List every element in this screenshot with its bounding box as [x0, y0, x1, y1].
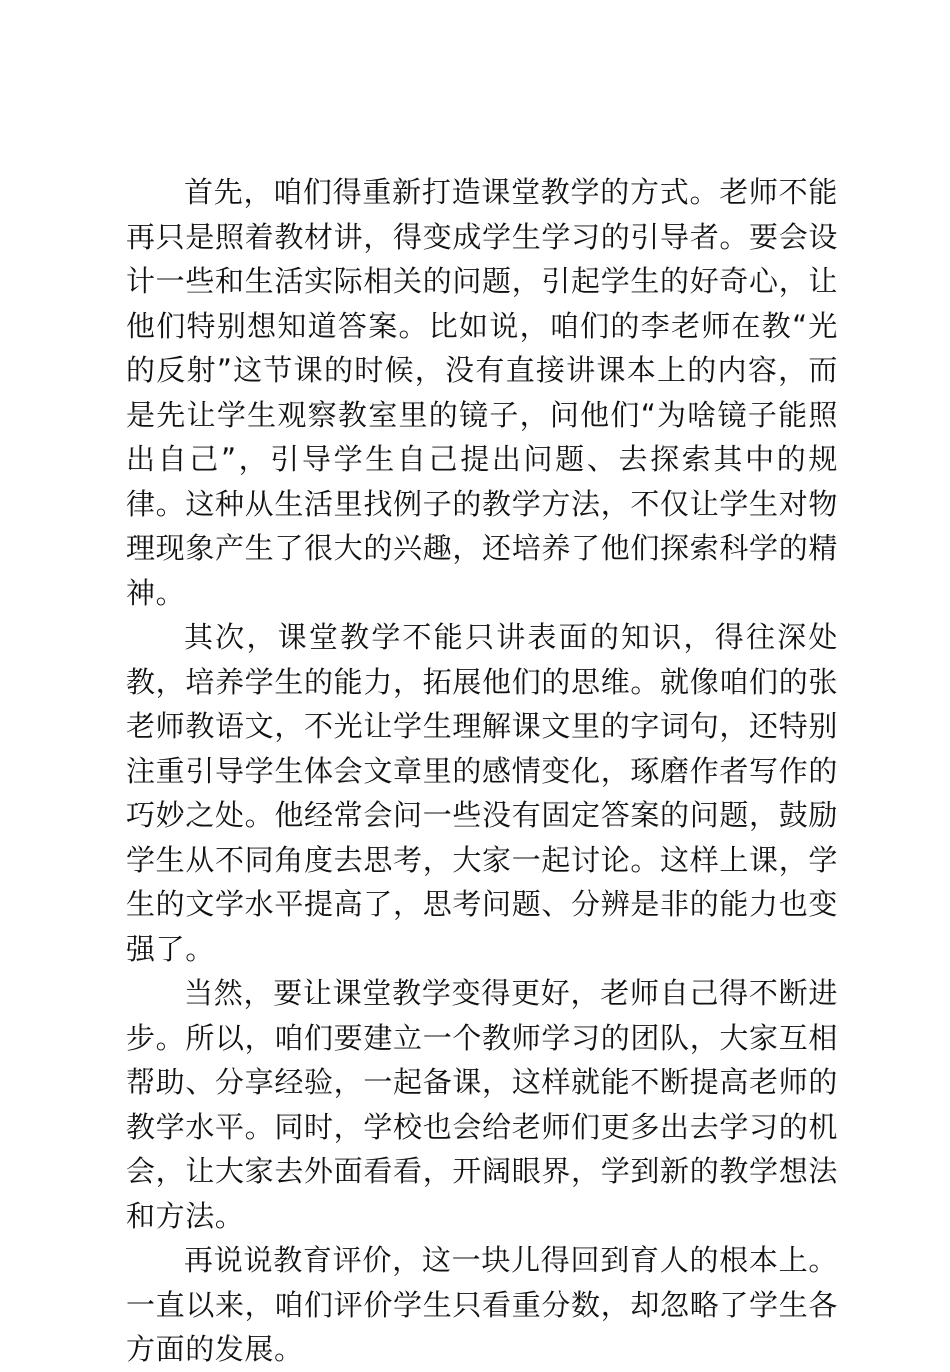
- document-body: [126, 170, 838, 1372]
- paragraph-deep-teaching: 其次，课堂教学不能只讲表面的知识，得往深处教，培养学生的能力，拓展他们的思维。就像咱们的张老师教语文，不光让学生理解课文里的字词句，还特别注重引导学生体会文章里的感情变化，琢磨作者写作的巧妙之处。他经常会问一些没有固定答案的问题，鼓励学生从不同角度去思考，大家一起讨论。这样上课，学生的文学水平提高了，思考问题、分辨是非的能力也变强了。: [126, 620, 838, 966]
- paragraph-teacher-development: 当然，要让课堂教学变得更好，老师自己得不断进步。所以，咱们要建立一个教师学习的团队，大家互相帮助、分享经验，一起备课，这样就能不断提高老师的教学水平。同时，学校也会给老师们更多出去学习的机会，让大家去外面看看，开阔眼界，学到新的教学想法和方法。: [126, 976, 838, 1233]
- paragraph-education-evaluation: 再说说教育评价，这一块儿得回到育人的根本上。一直以来，咱们评价学生只看重分数，却忽略了学生各方面的发展。: [126, 1243, 838, 1366]
- paragraph-classroom-teaching-methods: 首先，咱们得重新打造课堂教学的方式。老师不能再只是照着教材讲，得变成学生学习的引导者。要会设计一些和生活实际相关的问题，引起学生的好奇心，让他们特别想知道答案。比如说，咱们的李老师在教“光的反射”这节课的时候，没有直接讲课本上的内容，而是先让学生观察教室里的镜子，问他们“为啥镜子能照出自己”，引导学生自己提出问题、去探索其中的规律。这种从生活里找例子的教学方法，不仅让学生对物理现象产生了很大的兴趣，还培养了他们探索科学的精神。: [126, 175, 838, 610]
